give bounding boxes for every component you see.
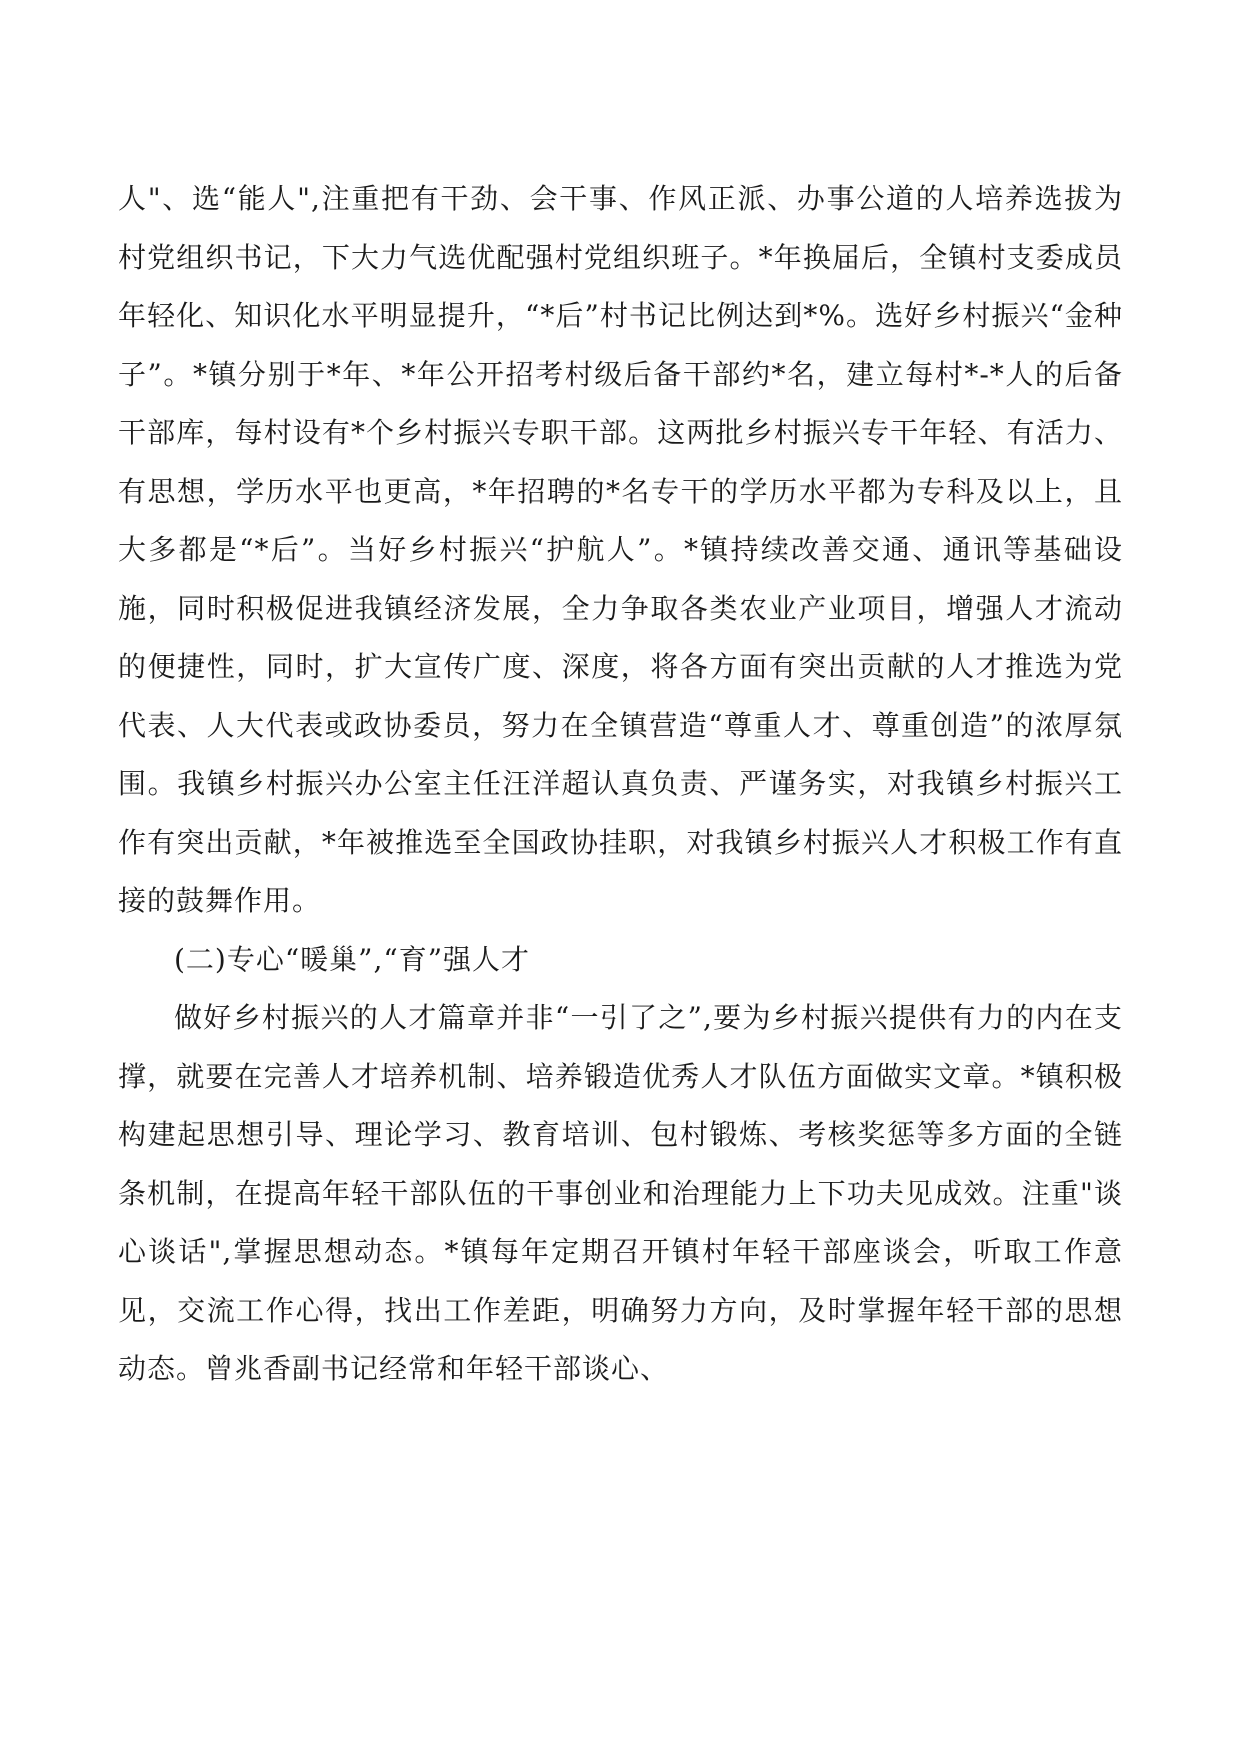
paragraph-continued: 人"、选“能人",注重把有干劲、会干事、作风正派、办事公道的人培养选拔为村党组织书记，下大力气选优配强村党组织班子。*年换届后，全镇村支委成员年轻化、知识化水平明显提升，“*后”村书记比例达到*%。选好乡村振兴“金种子”。*镇分别于*年、*年公开招考村级后备干部约*名，建立每村*-*人的后备干部库，每村设有*个乡村振兴专职干部。这两批乡村振兴专干年轻、有活力、有思想，学历水平也更高，*年招聘的*名专干的学历水平都为专科及以上，且大多都是“*后”。当好乡村振兴“护航人”。*镇持续改善交通、通讯等基础设施，同时积极促进我镇经济发展，全力争取各类农业产业项目，增强人才流动的便捷性，同时，扩大宣传广度、深度，将各方面有突出贡献的人才推选为党代表、人大代表或政协委员，努力在全镇营造“尊重人才、尊重创造”的浓厚氛围。我镇乡村振兴办公室主任汪洋超认真负责、严谨务实，对我镇乡村振兴工作有突出贡献，*年被推选至全国政协挂职，对我镇乡村振兴人才积极工作有直接的鼓舞作用。 xyxy=(118,182,1123,917)
document-body xyxy=(118,170,1123,1399)
section-heading: (二)专心“暖巢”,“育”强人才 xyxy=(174,942,531,976)
paragraph-body: 做好乡村振兴的人才篇章并非“一引了之”,要为乡村振兴提供有力的内在支撑，就要在完善人才培养机制、培养锻造优秀人才队伍方面做实文章。*镇积极构建起思想引导、理论学习、教育培训、包村锻炼、考核奖惩等多方面的全链条机制，在提高年轻干部队伍的干事创业和治理能力上下功夫见成效。注重"谈心谈话",掌握思想动态。*镇每年定期召开镇村年轻干部座谈会，听取工作意见，交流工作心得，找出工作差距，明确努力方向，及时掌握年轻干部的思想动态。曾兆香副书记经常和年轻干部谈心、 xyxy=(118,1001,1123,1385)
